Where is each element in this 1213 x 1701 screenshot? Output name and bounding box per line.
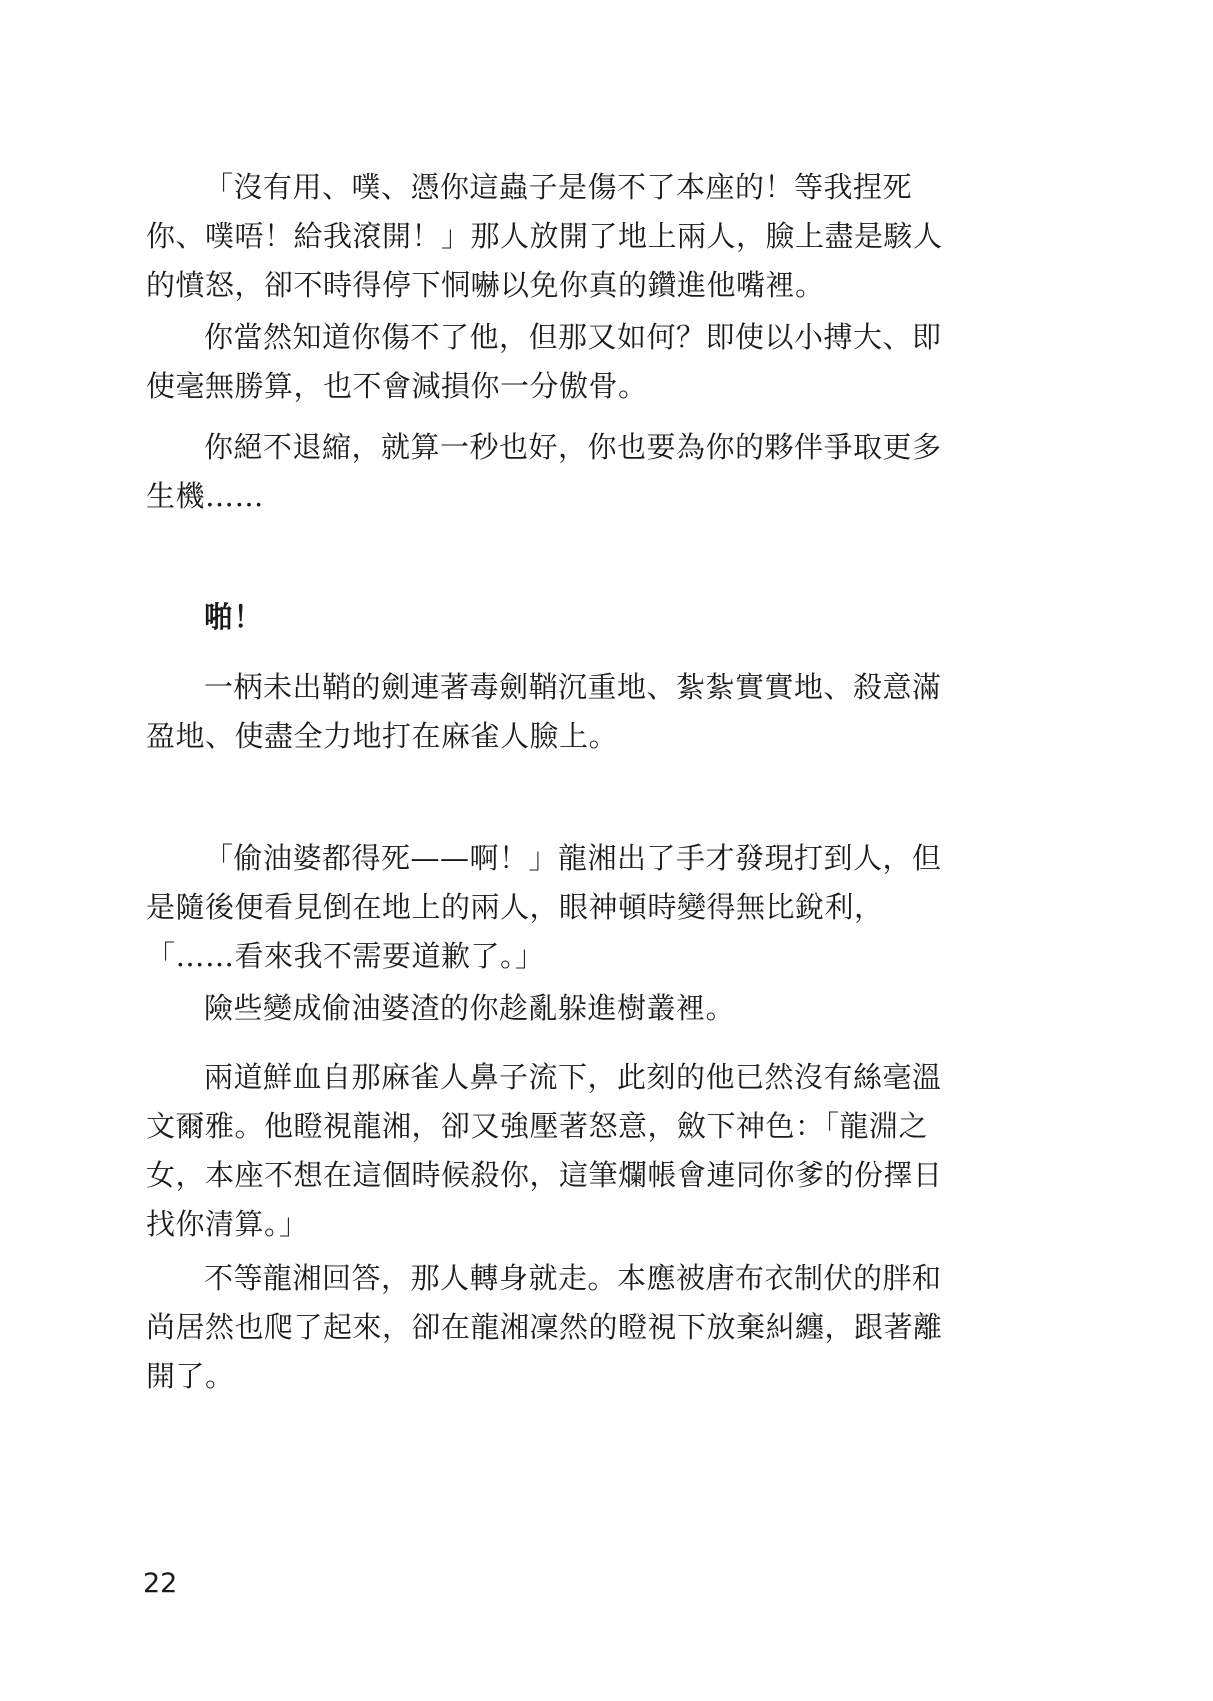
- paragraph-2: 你當然知道你傷不了他，但那又如何？即使以小搏大、即使毫無勝算，也不會減損你一分傲骨。: [146, 320, 942, 403]
- paragraph-7: 險些變成偷油婆渣的你趁亂躲進樹叢裡。: [204, 991, 736, 1025]
- paragraph-6: 「偷油婆都得死——啊！」龍湘出了手才發現打到人，但是隨後便看見倒在地上的兩人，眼神頓時變得無比銳利，「……看來我不需要道歉了。」: [146, 841, 942, 973]
- paragraph-1: 「沒有用、噗、憑你這蟲子是傷不了本座的！等我捏死你、噗唔！給我滾開！」那人放開了地上兩人，臉上盡是駭人的憤怒，卻不時得停下恫嚇以免你真的鑽進他嘴裡。: [146, 170, 943, 302]
- sound-effect-line: 啪！: [204, 600, 264, 634]
- paragraph-5: 一柄未出鞘的劍連著毒劍鞘沉重地、紮紮實實地、殺意滿盈地、使盡全力地打在麻雀人臉上。: [146, 670, 942, 753]
- paragraph-3: 你絕不退縮，就算一秒也好，你也要為你的夥伴爭取更多生機……: [146, 430, 942, 513]
- paragraph-9: 不等龍湘回答，那人轉身就走。本應被唐布衣制伏的胖和尚居然也爬了起來，卻在龍湘凜然的瞪視下放棄糾纏，跟著離開了。: [146, 1261, 943, 1393]
- page-number: 22: [143, 1568, 178, 1599]
- paragraph-8: 兩道鮮血自那麻雀人鼻子流下，此刻的他已然沒有絲毫溫文爾雅。他瞪視龍湘，卻又強壓著怒意，斂下神色：「龍淵之女，本座不想在這個時候殺你，這筆爛帳會連同你爹的份擇日找你清算。」: [146, 1060, 943, 1241]
